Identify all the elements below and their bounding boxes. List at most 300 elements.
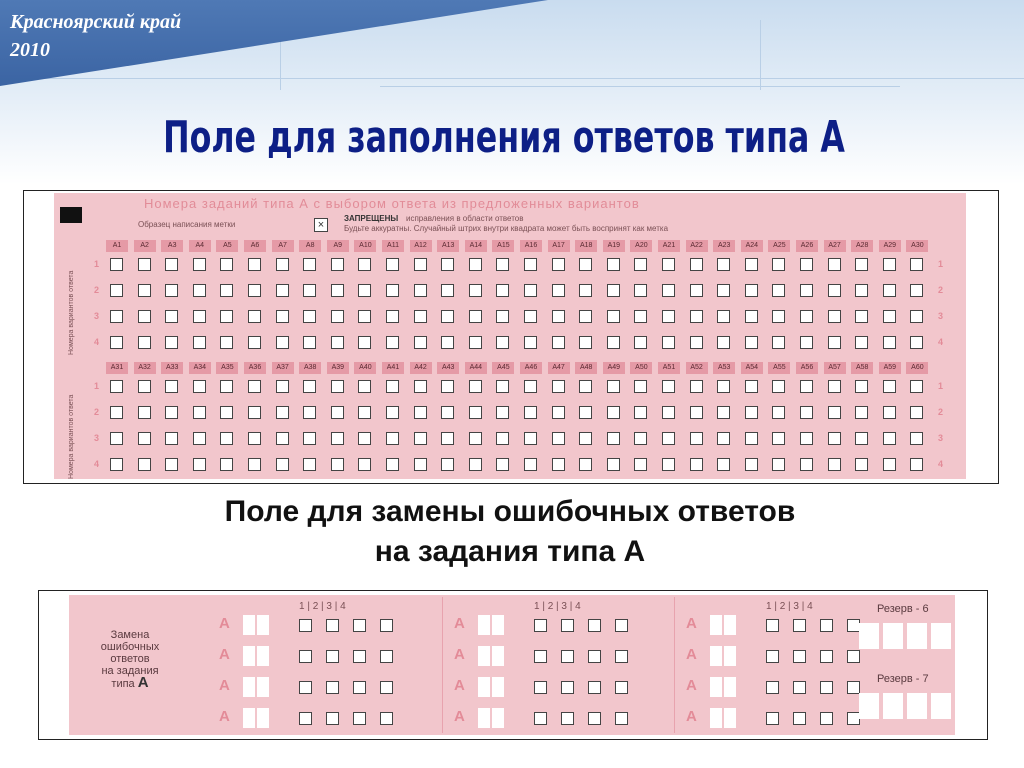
replace-checkbox[interactable]: [299, 650, 312, 663]
answer-checkbox[interactable]: [386, 336, 399, 349]
answer-checkbox[interactable]: [165, 310, 178, 323]
answer-checkbox[interactable]: [800, 432, 813, 445]
answer-checkbox[interactable]: [496, 336, 509, 349]
answer-checkbox[interactable]: [552, 432, 565, 445]
answer-checkbox[interactable]: [441, 258, 454, 271]
answer-checkbox[interactable]: [276, 310, 289, 323]
answer-checkbox[interactable]: [690, 284, 703, 297]
answer-checkbox[interactable]: [138, 284, 151, 297]
question-number-field[interactable]: [257, 677, 269, 697]
answer-checkbox[interactable]: [828, 258, 841, 271]
answer-checkbox[interactable]: [662, 406, 675, 419]
answer-checkbox[interactable]: [276, 284, 289, 297]
replace-checkbox[interactable]: [615, 650, 628, 663]
replace-checkbox[interactable]: [326, 712, 339, 725]
answer-checkbox[interactable]: [138, 432, 151, 445]
replace-checkbox[interactable]: [766, 681, 779, 694]
answer-checkbox[interactable]: [331, 380, 344, 393]
reserve-field[interactable]: [931, 693, 951, 719]
answer-checkbox[interactable]: [248, 458, 261, 471]
answer-checkbox[interactable]: [496, 310, 509, 323]
answer-checkbox[interactable]: [165, 432, 178, 445]
answer-checkbox[interactable]: [110, 336, 123, 349]
answer-checkbox[interactable]: [772, 258, 785, 271]
question-number-field[interactable]: [710, 615, 722, 635]
answer-checkbox[interactable]: [138, 406, 151, 419]
answer-checkbox[interactable]: [883, 406, 896, 419]
answer-checkbox[interactable]: [883, 310, 896, 323]
answer-checkbox[interactable]: [662, 258, 675, 271]
answer-checkbox[interactable]: [496, 406, 509, 419]
replace-checkbox[interactable]: [380, 619, 393, 632]
answer-checkbox[interactable]: [414, 258, 427, 271]
answer-checkbox[interactable]: [193, 432, 206, 445]
question-number-field[interactable]: [257, 708, 269, 728]
answer-checkbox[interactable]: [800, 406, 813, 419]
replace-checkbox[interactable]: [820, 650, 833, 663]
replace-checkbox[interactable]: [353, 712, 366, 725]
answer-checkbox[interactable]: [110, 432, 123, 445]
answer-checkbox[interactable]: [883, 432, 896, 445]
answer-checkbox[interactable]: [414, 432, 427, 445]
question-number-field[interactable]: [492, 677, 504, 697]
answer-checkbox[interactable]: [303, 310, 316, 323]
replace-checkbox[interactable]: [534, 619, 547, 632]
answer-checkbox[interactable]: [552, 458, 565, 471]
answer-checkbox[interactable]: [496, 284, 509, 297]
answer-checkbox[interactable]: [110, 284, 123, 297]
replace-checkbox[interactable]: [299, 681, 312, 694]
answer-checkbox[interactable]: [193, 458, 206, 471]
answer-checkbox[interactable]: [469, 380, 482, 393]
answer-checkbox[interactable]: [772, 432, 785, 445]
answer-checkbox[interactable]: [331, 458, 344, 471]
answer-checkbox[interactable]: [193, 284, 206, 297]
answer-checkbox[interactable]: [276, 336, 289, 349]
answer-checkbox[interactable]: [165, 380, 178, 393]
answer-checkbox[interactable]: [800, 380, 813, 393]
answer-checkbox[interactable]: [607, 310, 620, 323]
replace-checkbox[interactable]: [793, 619, 806, 632]
answer-checkbox[interactable]: [441, 336, 454, 349]
reserve-field[interactable]: [859, 623, 879, 649]
answer-checkbox[interactable]: [634, 258, 647, 271]
answer-checkbox[interactable]: [662, 310, 675, 323]
answer-checkbox[interactable]: [579, 432, 592, 445]
replace-checkbox[interactable]: [561, 681, 574, 694]
answer-checkbox[interactable]: [772, 336, 785, 349]
answer-checkbox[interactable]: [524, 284, 537, 297]
answer-checkbox[interactable]: [690, 310, 703, 323]
reserve-field[interactable]: [859, 693, 879, 719]
answer-checkbox[interactable]: [165, 284, 178, 297]
answer-checkbox[interactable]: [717, 310, 730, 323]
answer-checkbox[interactable]: [386, 258, 399, 271]
answer-checkbox[interactable]: [248, 432, 261, 445]
answer-checkbox[interactable]: [552, 336, 565, 349]
answer-checkbox[interactable]: [358, 336, 371, 349]
answer-checkbox[interactable]: [662, 336, 675, 349]
answer-checkbox[interactable]: [552, 380, 565, 393]
answer-checkbox[interactable]: [717, 336, 730, 349]
replace-checkbox[interactable]: [588, 619, 601, 632]
answer-checkbox[interactable]: [800, 258, 813, 271]
answer-checkbox[interactable]: [331, 310, 344, 323]
answer-checkbox[interactable]: [662, 432, 675, 445]
question-number-field[interactable]: [243, 708, 255, 728]
answer-checkbox[interactable]: [855, 458, 868, 471]
replace-checkbox[interactable]: [793, 681, 806, 694]
answer-checkbox[interactable]: [138, 310, 151, 323]
answer-checkbox[interactable]: [579, 310, 592, 323]
answer-checkbox[interactable]: [634, 380, 647, 393]
answer-checkbox[interactable]: [717, 284, 730, 297]
question-number-field[interactable]: [492, 615, 504, 635]
answer-checkbox[interactable]: [248, 406, 261, 419]
replace-checkbox[interactable]: [534, 681, 547, 694]
replace-checkbox[interactable]: [820, 619, 833, 632]
answer-checkbox[interactable]: [690, 258, 703, 271]
answer-checkbox[interactable]: [303, 284, 316, 297]
question-number-field[interactable]: [478, 677, 490, 697]
answer-checkbox[interactable]: [634, 406, 647, 419]
answer-checkbox[interactable]: [414, 310, 427, 323]
reserve-field[interactable]: [907, 693, 927, 719]
answer-checkbox[interactable]: [607, 432, 620, 445]
answer-checkbox[interactable]: [276, 458, 289, 471]
answer-checkbox[interactable]: [331, 284, 344, 297]
answer-checkbox[interactable]: [855, 406, 868, 419]
answer-checkbox[interactable]: [883, 336, 896, 349]
answer-checkbox[interactable]: [883, 284, 896, 297]
answer-checkbox[interactable]: [165, 336, 178, 349]
answer-checkbox[interactable]: [248, 380, 261, 393]
answer-checkbox[interactable]: [193, 380, 206, 393]
answer-checkbox[interactable]: [441, 406, 454, 419]
reserve-field[interactable]: [883, 623, 903, 649]
answer-checkbox[interactable]: [690, 336, 703, 349]
answer-checkbox[interactable]: [386, 284, 399, 297]
question-number-field[interactable]: [243, 615, 255, 635]
answer-checkbox[interactable]: [165, 406, 178, 419]
reserve-field[interactable]: [907, 623, 927, 649]
answer-checkbox[interactable]: [552, 284, 565, 297]
answer-checkbox[interactable]: [220, 380, 233, 393]
answer-checkbox[interactable]: [110, 380, 123, 393]
answer-checkbox[interactable]: [414, 380, 427, 393]
answer-checkbox[interactable]: [828, 284, 841, 297]
answer-checkbox[interactable]: [662, 380, 675, 393]
answer-checkbox[interactable]: [910, 258, 923, 271]
replace-checkbox[interactable]: [847, 650, 860, 663]
answer-checkbox[interactable]: [386, 458, 399, 471]
answer-checkbox[interactable]: [469, 284, 482, 297]
answer-checkbox[interactable]: [772, 310, 785, 323]
answer-checkbox[interactable]: [386, 406, 399, 419]
answer-checkbox[interactable]: [441, 380, 454, 393]
answer-checkbox[interactable]: [607, 284, 620, 297]
answer-checkbox[interactable]: [110, 258, 123, 271]
answer-checkbox[interactable]: [717, 432, 730, 445]
answer-checkbox[interactable]: [717, 406, 730, 419]
answer-checkbox[interactable]: [855, 432, 868, 445]
answer-checkbox[interactable]: [386, 380, 399, 393]
replace-checkbox[interactable]: [766, 619, 779, 632]
replace-checkbox[interactable]: [299, 619, 312, 632]
answer-checkbox[interactable]: [441, 284, 454, 297]
answer-checkbox[interactable]: [303, 258, 316, 271]
answer-checkbox[interactable]: [386, 310, 399, 323]
answer-checkbox[interactable]: [193, 406, 206, 419]
question-number-field[interactable]: [243, 677, 255, 697]
answer-checkbox[interactable]: [910, 336, 923, 349]
answer-checkbox[interactable]: [138, 458, 151, 471]
answer-checkbox[interactable]: [248, 310, 261, 323]
answer-checkbox[interactable]: [110, 458, 123, 471]
answer-checkbox[interactable]: [662, 458, 675, 471]
answer-checkbox[interactable]: [441, 310, 454, 323]
replace-checkbox[interactable]: [380, 650, 393, 663]
answer-checkbox[interactable]: [607, 336, 620, 349]
replace-checkbox[interactable]: [380, 712, 393, 725]
answer-checkbox[interactable]: [828, 458, 841, 471]
answer-checkbox[interactable]: [193, 310, 206, 323]
answer-checkbox[interactable]: [579, 458, 592, 471]
answer-checkbox[interactable]: [276, 432, 289, 445]
answer-checkbox[interactable]: [220, 310, 233, 323]
replace-checkbox[interactable]: [299, 712, 312, 725]
answer-checkbox[interactable]: [303, 336, 316, 349]
answer-checkbox[interactable]: [165, 258, 178, 271]
answer-checkbox[interactable]: [220, 458, 233, 471]
answer-checkbox[interactable]: [386, 432, 399, 445]
answer-checkbox[interactable]: [607, 406, 620, 419]
answer-checkbox[interactable]: [745, 310, 758, 323]
answer-checkbox[interactable]: [800, 310, 813, 323]
answer-checkbox[interactable]: [414, 458, 427, 471]
answer-checkbox[interactable]: [745, 336, 758, 349]
answer-checkbox[interactable]: [717, 458, 730, 471]
replace-checkbox[interactable]: [561, 619, 574, 632]
question-number-field[interactable]: [478, 615, 490, 635]
replace-checkbox[interactable]: [766, 712, 779, 725]
answer-checkbox[interactable]: [910, 432, 923, 445]
question-number-field[interactable]: [724, 646, 736, 666]
answer-checkbox[interactable]: [634, 284, 647, 297]
answer-checkbox[interactable]: [358, 258, 371, 271]
answer-checkbox[interactable]: [662, 284, 675, 297]
answer-checkbox[interactable]: [110, 406, 123, 419]
answer-checkbox[interactable]: [800, 336, 813, 349]
answer-checkbox[interactable]: [358, 432, 371, 445]
answer-checkbox[interactable]: [883, 458, 896, 471]
answer-checkbox[interactable]: [414, 284, 427, 297]
answer-checkbox[interactable]: [303, 458, 316, 471]
replace-checkbox[interactable]: [588, 712, 601, 725]
answer-checkbox[interactable]: [855, 380, 868, 393]
answer-checkbox[interactable]: [524, 458, 537, 471]
question-number-field[interactable]: [257, 646, 269, 666]
answer-checkbox[interactable]: [220, 258, 233, 271]
answer-checkbox[interactable]: [358, 310, 371, 323]
replace-checkbox[interactable]: [326, 619, 339, 632]
answer-checkbox[interactable]: [496, 458, 509, 471]
question-number-field[interactable]: [478, 708, 490, 728]
answer-checkbox[interactable]: [883, 380, 896, 393]
answer-checkbox[interactable]: [496, 432, 509, 445]
question-number-field[interactable]: [710, 677, 722, 697]
answer-checkbox[interactable]: [828, 380, 841, 393]
answer-checkbox[interactable]: [855, 336, 868, 349]
answer-checkbox[interactable]: [358, 380, 371, 393]
replace-checkbox[interactable]: [326, 650, 339, 663]
answer-checkbox[interactable]: [800, 458, 813, 471]
answer-checkbox[interactable]: [496, 258, 509, 271]
replace-checkbox[interactable]: [820, 712, 833, 725]
answer-checkbox[interactable]: [165, 458, 178, 471]
answer-checkbox[interactable]: [469, 406, 482, 419]
answer-checkbox[interactable]: [910, 310, 923, 323]
answer-checkbox[interactable]: [138, 336, 151, 349]
replace-checkbox[interactable]: [588, 681, 601, 694]
answer-checkbox[interactable]: [883, 258, 896, 271]
replace-checkbox[interactable]: [534, 650, 547, 663]
question-number-field[interactable]: [710, 646, 722, 666]
replace-checkbox[interactable]: [793, 650, 806, 663]
answer-checkbox[interactable]: [276, 380, 289, 393]
answer-checkbox[interactable]: [607, 380, 620, 393]
answer-checkbox[interactable]: [524, 432, 537, 445]
answer-checkbox[interactable]: [331, 336, 344, 349]
answer-checkbox[interactable]: [193, 258, 206, 271]
answer-checkbox[interactable]: [745, 258, 758, 271]
replace-checkbox[interactable]: [588, 650, 601, 663]
answer-checkbox[interactable]: [772, 380, 785, 393]
replace-checkbox[interactable]: [561, 650, 574, 663]
replace-checkbox[interactable]: [793, 712, 806, 725]
answer-checkbox[interactable]: [414, 406, 427, 419]
answer-checkbox[interactable]: [469, 310, 482, 323]
answer-checkbox[interactable]: [303, 406, 316, 419]
answer-checkbox[interactable]: [690, 432, 703, 445]
answer-checkbox[interactable]: [441, 458, 454, 471]
answer-checkbox[interactable]: [331, 406, 344, 419]
answer-checkbox[interactable]: [331, 432, 344, 445]
answer-checkbox[interactable]: [579, 380, 592, 393]
answer-checkbox[interactable]: [690, 406, 703, 419]
answer-checkbox[interactable]: [303, 432, 316, 445]
answer-checkbox[interactable]: [414, 336, 427, 349]
reserve-field[interactable]: [883, 693, 903, 719]
answer-checkbox[interactable]: [220, 336, 233, 349]
answer-checkbox[interactable]: [138, 258, 151, 271]
answer-checkbox[interactable]: [358, 284, 371, 297]
answer-checkbox[interactable]: [855, 310, 868, 323]
answer-checkbox[interactable]: [441, 432, 454, 445]
question-number-field[interactable]: [492, 646, 504, 666]
answer-checkbox[interactable]: [552, 406, 565, 419]
answer-checkbox[interactable]: [248, 336, 261, 349]
answer-checkbox[interactable]: [745, 380, 758, 393]
answer-checkbox[interactable]: [745, 458, 758, 471]
answer-checkbox[interactable]: [579, 284, 592, 297]
answer-checkbox[interactable]: [220, 432, 233, 445]
replace-checkbox[interactable]: [766, 650, 779, 663]
answer-checkbox[interactable]: [855, 284, 868, 297]
answer-checkbox[interactable]: [138, 380, 151, 393]
replace-checkbox[interactable]: [615, 681, 628, 694]
answer-checkbox[interactable]: [828, 432, 841, 445]
reserve-field[interactable]: [931, 623, 951, 649]
answer-checkbox[interactable]: [579, 258, 592, 271]
question-number-field[interactable]: [492, 708, 504, 728]
replace-checkbox[interactable]: [615, 619, 628, 632]
question-number-field[interactable]: [724, 615, 736, 635]
answer-checkbox[interactable]: [524, 336, 537, 349]
answer-checkbox[interactable]: [276, 258, 289, 271]
answer-checkbox[interactable]: [358, 458, 371, 471]
answer-checkbox[interactable]: [772, 406, 785, 419]
replace-checkbox[interactable]: [534, 712, 547, 725]
answer-checkbox[interactable]: [469, 432, 482, 445]
answer-checkbox[interactable]: [910, 380, 923, 393]
answer-checkbox[interactable]: [855, 258, 868, 271]
answer-checkbox[interactable]: [634, 458, 647, 471]
replace-checkbox[interactable]: [615, 712, 628, 725]
answer-checkbox[interactable]: [772, 284, 785, 297]
answer-checkbox[interactable]: [524, 258, 537, 271]
answer-checkbox[interactable]: [524, 380, 537, 393]
answer-checkbox[interactable]: [828, 336, 841, 349]
replace-checkbox[interactable]: [326, 681, 339, 694]
answer-checkbox[interactable]: [303, 380, 316, 393]
answer-checkbox[interactable]: [248, 284, 261, 297]
answer-checkbox[interactable]: [524, 310, 537, 323]
replace-checkbox[interactable]: [353, 619, 366, 632]
question-number-field[interactable]: [724, 708, 736, 728]
answer-checkbox[interactable]: [607, 258, 620, 271]
question-number-field[interactable]: [710, 708, 722, 728]
question-number-field[interactable]: [257, 615, 269, 635]
answer-checkbox[interactable]: [469, 458, 482, 471]
answer-checkbox[interactable]: [276, 406, 289, 419]
answer-checkbox[interactable]: [717, 380, 730, 393]
answer-checkbox[interactable]: [579, 406, 592, 419]
answer-checkbox[interactable]: [579, 336, 592, 349]
answer-checkbox[interactable]: [469, 258, 482, 271]
answer-checkbox[interactable]: [469, 336, 482, 349]
answer-checkbox[interactable]: [717, 258, 730, 271]
answer-checkbox[interactable]: [690, 458, 703, 471]
answer-checkbox[interactable]: [828, 406, 841, 419]
answer-checkbox[interactable]: [745, 284, 758, 297]
answer-checkbox[interactable]: [634, 432, 647, 445]
answer-checkbox[interactable]: [828, 310, 841, 323]
answer-checkbox[interactable]: [358, 406, 371, 419]
answer-checkbox[interactable]: [745, 432, 758, 445]
answer-checkbox[interactable]: [800, 284, 813, 297]
answer-checkbox[interactable]: [552, 310, 565, 323]
answer-checkbox[interactable]: [193, 336, 206, 349]
replace-checkbox[interactable]: [380, 681, 393, 694]
answer-checkbox[interactable]: [552, 258, 565, 271]
replace-checkbox[interactable]: [353, 681, 366, 694]
answer-checkbox[interactable]: [496, 380, 509, 393]
answer-checkbox[interactable]: [634, 336, 647, 349]
answer-checkbox[interactable]: [772, 458, 785, 471]
answer-checkbox[interactable]: [745, 406, 758, 419]
replace-checkbox[interactable]: [820, 681, 833, 694]
